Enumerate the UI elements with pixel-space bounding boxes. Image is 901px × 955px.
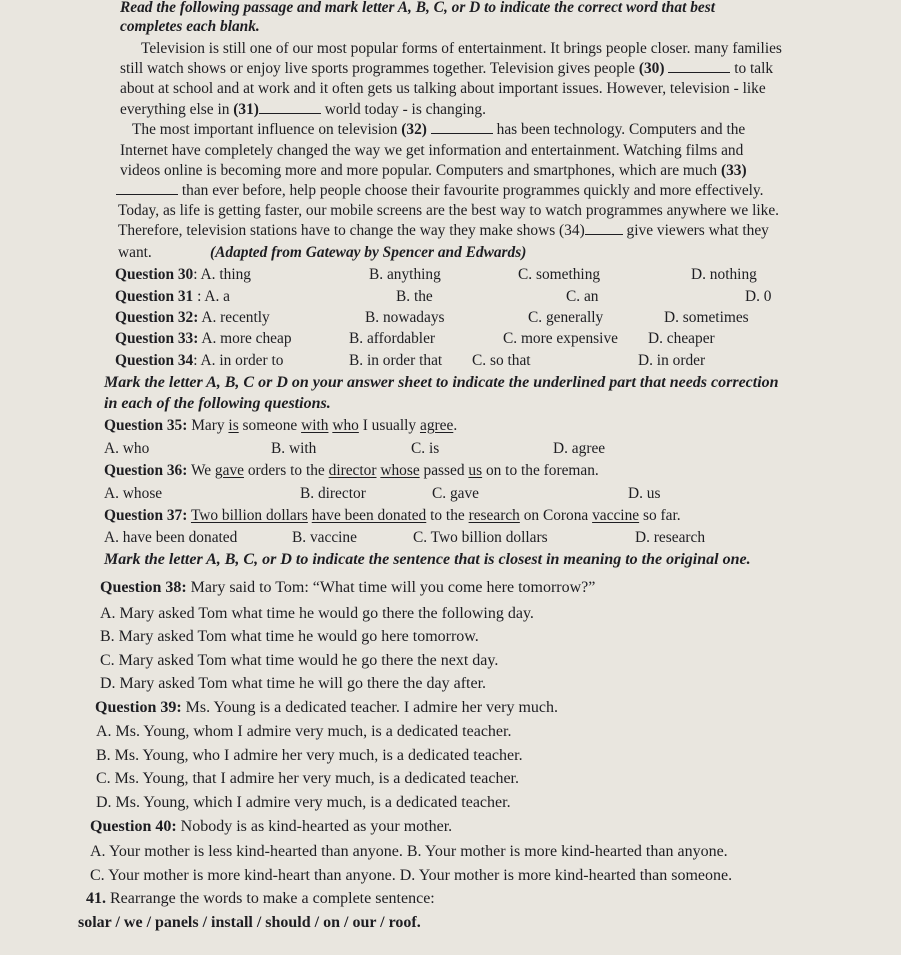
option-c[interactable]: C. generally: [528, 309, 604, 326]
passage-line: Therefore, television stations have to change the way they make shows (34) give viewers what they: [118, 222, 769, 239]
passage-line: Television is still one of our most popular forms of entertainment. It brings people closer. many families: [141, 40, 782, 57]
passage-line: everything else in (31) world today - is changing.: [120, 101, 486, 118]
option-b[interactable]: B. Ms. Young, who I admire her very much, is a dedicated teacher.: [96, 747, 523, 764]
option-c[interactable]: C. Two billion dollars: [413, 529, 548, 546]
option-b[interactable]: B. in order that: [349, 352, 443, 369]
passage-source: (Adapted from Gateway by Spencer and Edwards): [210, 244, 527, 261]
option-d[interactable]: D. us: [628, 485, 661, 502]
option-a[interactable]: A. Mary asked Tom what time he would go there the following day.: [100, 605, 534, 622]
option-a[interactable]: A. Ms. Young, whom I admire very much, is a dedicated teacher.: [96, 723, 512, 740]
blank-33[interactable]: [116, 181, 178, 195]
option-c[interactable]: C. gave: [432, 485, 480, 502]
question-36: Question 36: We gave orders to the director whose passed us on to the foreman.: [104, 462, 599, 479]
passage-line: The most important influence on television (32) has been technology. Computers and the: [132, 121, 746, 138]
option-c[interactable]: C. more expensive: [503, 330, 618, 347]
option-c[interactable]: C. something: [518, 266, 601, 283]
option-a[interactable]: A. a: [204, 288, 231, 305]
option-d[interactable]: D. Ms. Young, which I admire very much, is a dedicated teacher.: [96, 794, 511, 811]
section1-instruction: Read the following passage and mark letter A, B, C, or D to indicate the correct word that best: [120, 0, 715, 16]
option-c[interactable]: C. an: [566, 288, 599, 305]
option-b[interactable]: B. director: [300, 485, 366, 502]
option-a[interactable]: A. in order to: [200, 352, 284, 369]
option-b[interactable]: B. with: [271, 440, 317, 457]
option-b[interactable]: B. nowadays: [365, 309, 445, 326]
option-b[interactable]: B. Mary asked Tom what time he would go here tomorrow.: [100, 628, 479, 645]
option-c[interactable]: C. Ms. Young, that I admire her very much, is a dedicated teacher.: [96, 770, 519, 787]
passage-line: still watch shows or enjoy live sports programmes together. Television gives people (30) to talk: [120, 60, 774, 77]
blank-31[interactable]: [259, 100, 321, 114]
option-d[interactable]: D. nothing: [691, 266, 757, 283]
question-39: Question 39: Ms. Young is a dedicated teacher. I admire her very much.: [95, 699, 559, 716]
section1-instruction-cont: completes each blank.: [120, 18, 260, 35]
q40-options-line[interactable]: A. Your mother is less kind-hearted than anyone. B. Your mother is more kind-hearted than anyone.: [90, 843, 728, 860]
option-b[interactable]: B. affordabler: [349, 330, 436, 347]
option-d[interactable]: D. 0: [745, 288, 772, 305]
question-41: 41. Rearrange the words to make a complete sentence:: [86, 890, 435, 907]
question-label: Question 33: A. more cheap: [115, 330, 292, 347]
section2-instruction-cont: in each of the following questions.: [104, 395, 331, 412]
question-38: Question 38: Mary said to Tom: “What time will you come here tomorrow?”: [100, 579, 596, 596]
passage-line: want.: [118, 244, 152, 261]
question-label: Question 30: A. thing: [115, 266, 251, 283]
option-d[interactable]: D. cheaper: [648, 330, 715, 347]
option-b[interactable]: B. vaccine: [292, 529, 357, 546]
passage-line: videos online is becoming more and more popular. Computers and smartphones, which are much (33): [120, 162, 747, 179]
passage-line: about at school and at work and it often gets us talking about important issues. However, television - like: [120, 80, 766, 97]
passage-line: Today, as life is getting faster, our mobile screens are the best way to watch programmes anywhere we like.: [118, 202, 780, 219]
question-35: Question 35: Mary is someone with who I usually agree.: [104, 417, 458, 434]
option-c[interactable]: C. Mary asked Tom what time would he go there the next day.: [100, 652, 499, 669]
section2-instruction: Mark the letter A, B, C or D on your answer sheet to indicate the underlined part that needs correction: [104, 374, 779, 391]
blank-32[interactable]: [431, 120, 493, 134]
option-a[interactable]: A. whose: [104, 485, 163, 502]
question-37: Question 37: Two billion dollars have been donated to the research on Corona vaccine so far.: [104, 507, 681, 524]
option-d[interactable]: D. in order: [638, 352, 706, 369]
option-b[interactable]: B. the: [396, 288, 433, 305]
question-label: Question 32: A. recently: [115, 309, 270, 326]
option-d[interactable]: D. research: [635, 529, 706, 546]
option-b[interactable]: B. anything: [369, 266, 441, 283]
passage-line: Internet have completely changed the way we get information and entertainment. Watching films and: [120, 142, 744, 159]
q41-words: solar / we / panels / install / should / on / our / roof.: [78, 914, 421, 931]
option-c[interactable]: C. is: [411, 440, 440, 457]
option-d[interactable]: D. agree: [553, 440, 606, 457]
question-label: Question 34: A. in order to: [115, 352, 284, 369]
option-a[interactable]: A. more cheap: [201, 330, 292, 347]
question-40: Question 40: Nobody is as kind-hearted as your mother.: [90, 818, 453, 835]
q40-options-line[interactable]: C. Your mother is more kind-heart than anyone. D. Your mother is more kind-hearted than someone.: [90, 867, 733, 884]
passage-line: than ever before, help people choose their favourite programmes quickly and more effectively.: [116, 181, 763, 200]
blank-30[interactable]: [668, 59, 730, 73]
blank-34[interactable]: [585, 221, 623, 235]
option-a[interactable]: A. recently: [201, 309, 270, 326]
option-d[interactable]: D. Mary asked Tom what time he will go there the day after.: [100, 675, 487, 692]
option-c[interactable]: C. so that: [472, 352, 531, 369]
question-label: Question 31 : A. a: [115, 288, 231, 305]
option-a[interactable]: A. have been donated: [104, 529, 238, 546]
option-d[interactable]: D. sometimes: [664, 309, 749, 326]
section3-instruction: Mark the letter A, B, C, or D to indicate the sentence that is closest in meaning to the original one.: [104, 551, 751, 568]
option-a[interactable]: A. thing: [200, 266, 251, 283]
option-a[interactable]: A. who: [104, 440, 150, 457]
